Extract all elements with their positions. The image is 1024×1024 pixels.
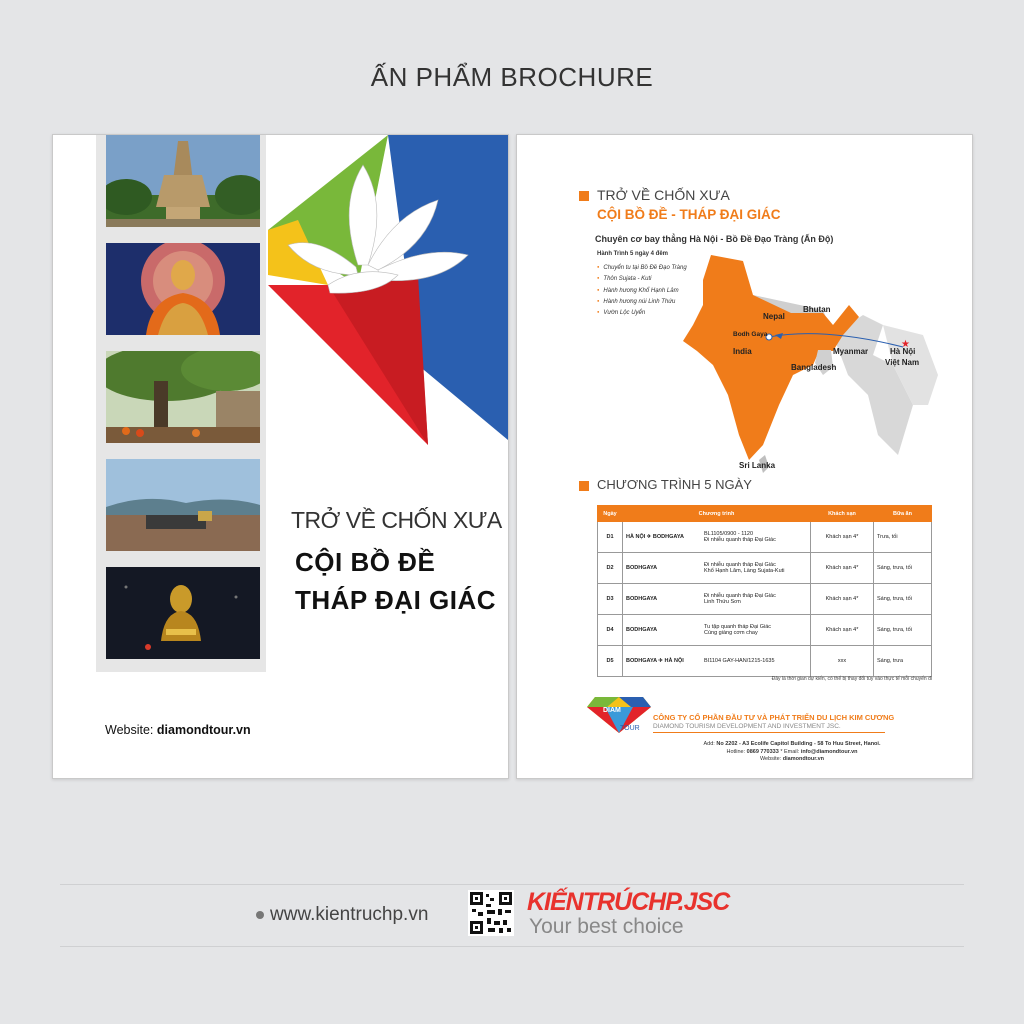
brochure-cover [52, 134, 509, 779]
schedule-note: Đây là thời gian dự kiến, có thể bị thay đổi tùy vào thực tế mỗi chuyến đi [771, 676, 932, 682]
cover-subtitle: TRỞ VỀ CHỐN XƯA [291, 507, 502, 533]
column-header: Khách sạn [811, 506, 874, 522]
brochure-inner-page [516, 134, 973, 779]
cover-website [105, 723, 251, 737]
map-label-hanoi: Hà Nội [890, 347, 916, 356]
bodhi-tree-photo [106, 351, 260, 443]
buddha-statue-photo [106, 243, 260, 335]
list-item: ● Hành hương Khổ Hạnh Lâm [597, 285, 687, 296]
logo-text-top: DIAM [603, 707, 621, 714]
list-item: ● Vườn Lộc Uyển [597, 307, 687, 318]
orange-square-icon [579, 481, 589, 491]
qr-code-icon [468, 890, 514, 936]
brand-tagline: Your best choice [529, 915, 684, 938]
itinerary-bullets [597, 262, 687, 319]
map-label-bhutan: Bhutan [803, 305, 831, 314]
table-row [598, 553, 932, 584]
page-title: ẤN PHẨM BROCHURE [370, 62, 654, 92]
orange-square-icon [579, 191, 589, 201]
schedule-table [597, 505, 932, 677]
program-cell: BODHGAYA ✈ HÀ NỘI BI1104 GAY-HAN/1215-1635 [623, 646, 811, 677]
hotel-cell: Khách sạn 4* [811, 584, 874, 615]
temple-photo [106, 135, 260, 227]
inner-heading: TRỞ VỀ CHỐN XƯA [579, 187, 730, 203]
table-header-row [598, 506, 932, 522]
day-cell: D5 [598, 646, 623, 677]
map-label-bodhgaya: Bodh Gaya [733, 331, 768, 338]
footer-divider-bottom [60, 946, 964, 947]
map-label-vietnam: Việt Nam [885, 358, 920, 367]
list-item: ● Chuyển tu tại Bồ Đề Đạo Tràng [597, 262, 687, 273]
cover-website-label: Website: [105, 723, 154, 737]
logo-text-bottom: TOUR [620, 725, 640, 732]
meals-cell: Sáng, trưa [874, 646, 932, 677]
hotel-cell: Khách sạn 4* [811, 553, 874, 584]
company-name-en: DIAMOND TOURISM DEVELOPMENT AND INVESTMENT JSC. [653, 723, 841, 730]
hotel-cell: xxx [811, 646, 874, 677]
meals-cell: Sáng, trưa, tối [874, 553, 932, 584]
company-name-vn: CÔNG TY CỔ PHẦN ĐẦU TƯ VÀ PHÁT TRIỂN DU LỊCH KIM CƯƠNG [653, 713, 895, 722]
program-cell: BODHGAYAĐi nhiễu quanh tháp Đại Giác Khổ Hạnh Lâm, Làng Sujata-Kuti [623, 553, 811, 584]
program-heading: CHƯƠNG TRÌNH 5 NGÀY [579, 477, 752, 492]
column-header: Bữa ăn [874, 506, 932, 522]
map-label-srilanka: Sri Lanka [739, 461, 776, 470]
flight-line: Chuyên cơ bay thẳng Hà Nội - Bồ Đề Đạo Tràng (Ấn Độ) [595, 234, 834, 244]
landscape-photo [106, 459, 260, 551]
footer-url[interactable]: www.kientruchp.vn [256, 904, 428, 926]
svg-text:★: ★ [901, 339, 910, 350]
day-cell: D4 [598, 615, 623, 646]
table-row [598, 584, 932, 615]
column-header: Chương trình [623, 506, 811, 522]
day-cell: D2 [598, 553, 623, 584]
hotel-cell: Khách sạn 4* [811, 615, 874, 646]
program-cell: BODHGAYAĐi nhiễu quanh tháp Đại Giác Linh Thứu Sơn [623, 584, 811, 615]
meals-cell: Sáng, trưa, tối [874, 584, 932, 615]
program-cell: HÀ NỘI ✈ BODHGAYABL1105/0900 - 1120 Đi nhiễu quanh tháp Đại Giác [623, 522, 811, 553]
table-row [598, 646, 932, 677]
day-cell: D3 [598, 584, 623, 615]
table-row [598, 522, 932, 553]
list-item: ● Thôn Sujata - Kuti [597, 273, 687, 284]
hotel-cell: Khách sạn 4* [811, 522, 874, 553]
meals-cell: Sáng, trưa, tối [874, 615, 932, 646]
column-header: Ngày [598, 506, 623, 522]
map-label-india: India [733, 347, 752, 356]
list-item: ● Hành hương núi Linh Thứu [597, 296, 687, 307]
cover-website-url[interactable]: diamondtour.vn [156, 723, 251, 737]
cover-title-line1: CỘI BỒ ĐỀ [295, 547, 436, 577]
itinerary-title: Hành Trình 5 ngày 4 đêm [597, 251, 669, 257]
table-row [598, 615, 932, 646]
map-label-bangladesh: Bangladesh [791, 363, 837, 372]
program-cell: BODHGAYATu tập quanh tháp Đại Giác Cúng giàng cơm chay [623, 615, 811, 646]
footer-divider-top [60, 884, 964, 885]
divider [653, 732, 885, 733]
company-contact: Add: No 2202 - A3 Ecolife Capitol Building - 58 To Huu Street, Hanoi. Hotline: 0869 770333 * Email: info@diamondtour.vn Website: diamondtour.vn [703, 741, 881, 762]
diamond-tour-logo [587, 695, 651, 737]
map-label-nepal: Nepal [763, 312, 785, 321]
meals-cell: Trưa, tối [874, 522, 932, 553]
inner-subheading: CỘI BỒ ĐỀ - THÁP ĐẠI GIÁC [597, 207, 781, 222]
lotus-graphic [268, 135, 508, 445]
cover-title-line2: THÁP ĐẠI GIÁC [295, 585, 497, 615]
golden-buddha-photo [106, 567, 260, 659]
brand-logo: KIẾNTRÚCHP.JSC [527, 888, 730, 916]
map-label-myanmar: Myanmar [833, 347, 869, 356]
day-cell: D1 [598, 522, 623, 553]
